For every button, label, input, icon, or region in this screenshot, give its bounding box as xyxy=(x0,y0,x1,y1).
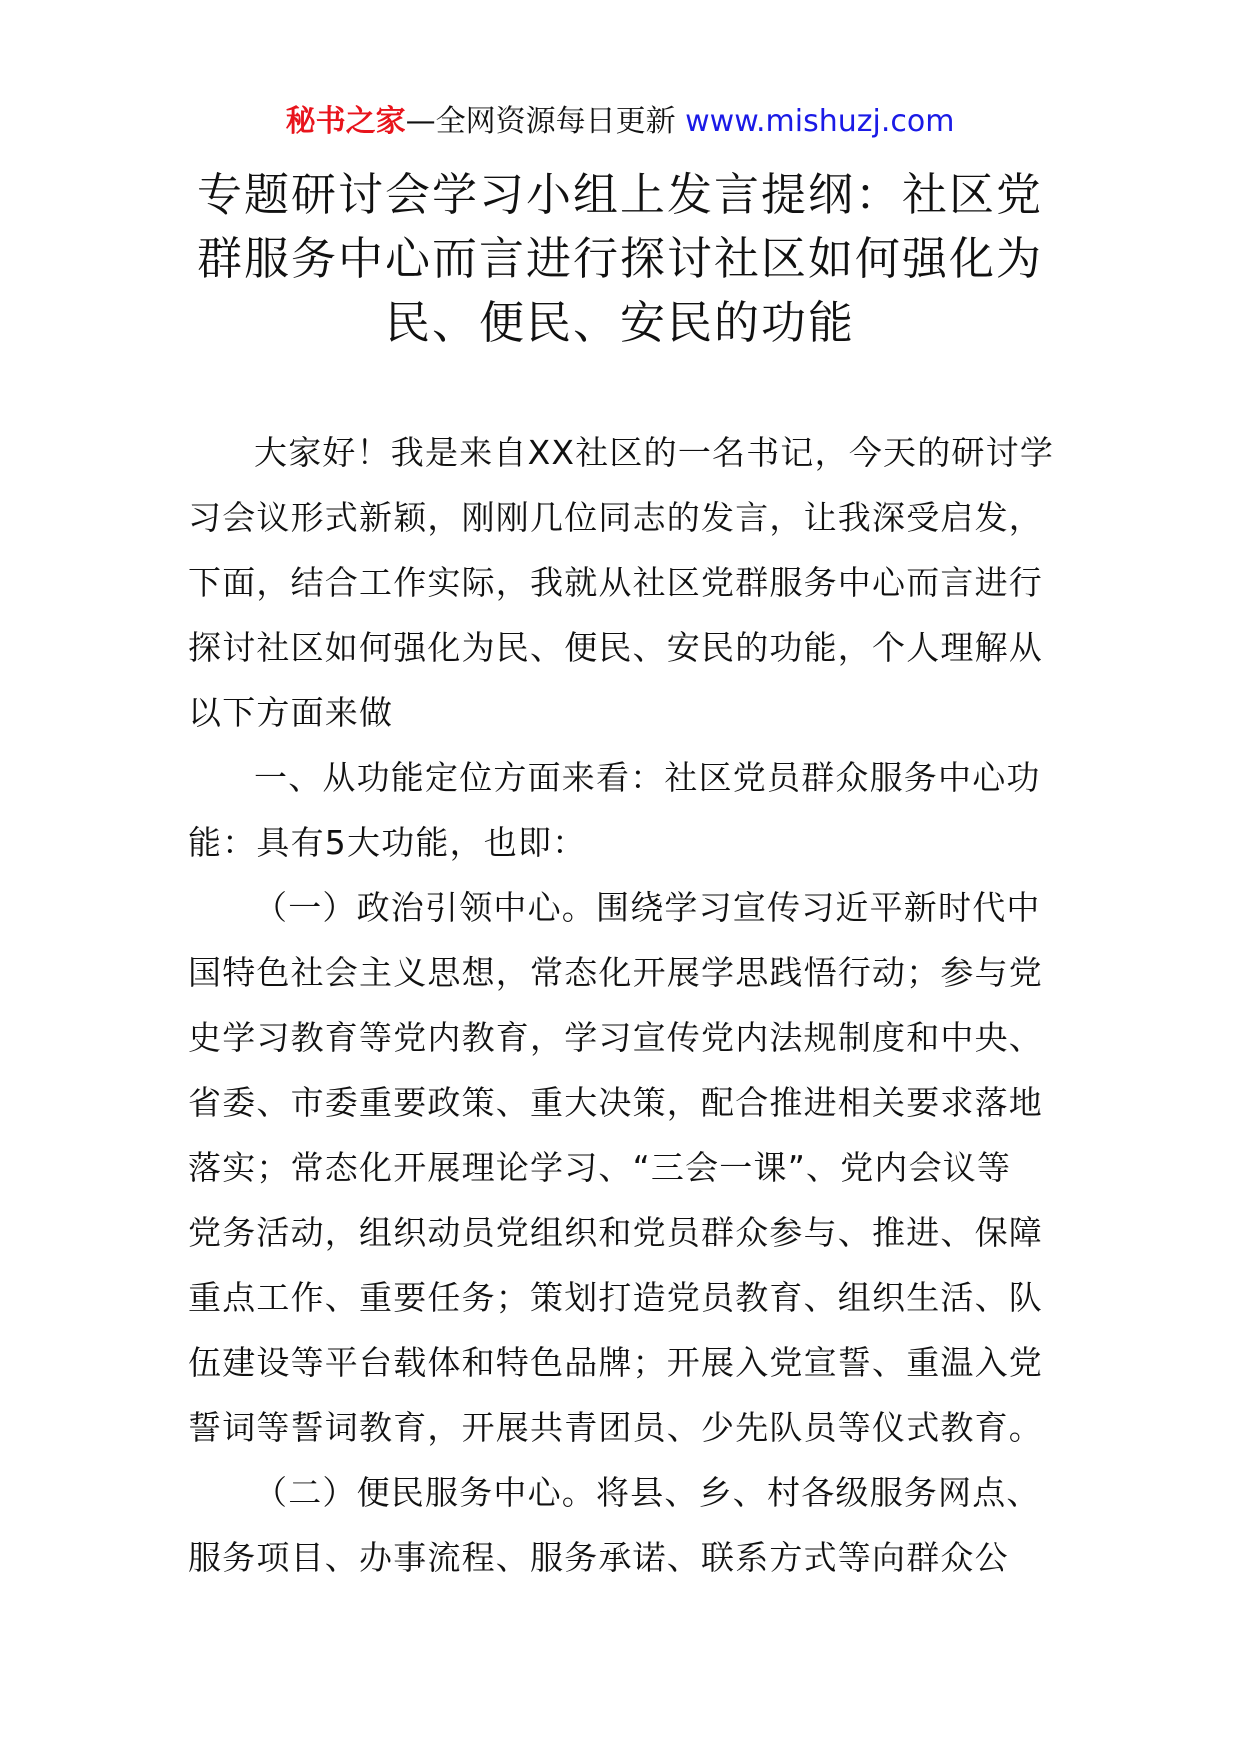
document-body xyxy=(188,420,1060,1590)
text-line: 习会议形式新颖，刚刚几位同志的发言，让我深受启发， xyxy=(188,498,1043,537)
title-line: 民、便民、安民的功能 xyxy=(384,296,855,349)
text-line: 以下方面来做 xyxy=(188,693,394,732)
paragraph-service-center xyxy=(188,1460,1060,1590)
text-line: 誓词等誓词教育，开展共青团员、少先队员等仪式教育。 xyxy=(188,1408,1043,1447)
text-line: 伍建设等平台载体和特色品牌；开展入党宣誓、重温入党 xyxy=(188,1343,1043,1382)
text-line: （二）便民服务中心。将县、乡、村各级服务网点、 xyxy=(254,1473,1041,1512)
document-title xyxy=(180,163,1060,355)
text-line: 重点工作、重要任务；策划打造党员教育、组织生活、队 xyxy=(188,1278,1043,1317)
site-url-link[interactable]: www.mishuzj.com xyxy=(685,104,955,139)
title-line: 专题研讨会学习小组上发言提纲：社区党 xyxy=(196,168,1043,221)
title-line: 群服务中心而言进行探讨社区如何强化为 xyxy=(196,232,1043,285)
text-line: 一、从功能定位方面来看：社区党员群众服务中心功 xyxy=(254,758,1041,797)
text-line: 落实；常态化开展理论学习、“三会一课”、党内会议等 xyxy=(188,1148,1012,1187)
text-line: （一）政治引领中心。围绕学习宣传习近平新时代中 xyxy=(254,888,1041,927)
text-line: 下面，结合工作实际，我就从社区党群服务中心而言进行 xyxy=(188,563,1043,602)
text-line: 省委、市委重要政策、重大决策，配合推进相关要求落地 xyxy=(188,1083,1043,1122)
paragraph-political-center xyxy=(188,875,1060,1460)
text-line: 探讨社区如何强化为民、便民、安民的功能，个人理解从 xyxy=(188,628,1043,667)
text-line: 史学习教育等党内教育，学习宣传党内法规制度和中央、 xyxy=(188,1018,1043,1057)
text-line: 国特色社会主义思想，常态化开展学思践悟行动；参与党 xyxy=(188,953,1043,992)
text-line: 大家好！我是来自XX社区的一名书记，今天的研讨学 xyxy=(254,433,1055,472)
paragraph-intro xyxy=(188,420,1060,745)
text-line: 党务活动，组织动员党组织和党员群众参与、推进、保障 xyxy=(188,1213,1043,1252)
text-line: 能：具有5大功能，也即： xyxy=(188,823,587,862)
paragraph-section-1 xyxy=(188,745,1060,875)
text-line: 服务项目、办事流程、服务承诺、联系方式等向群众公 xyxy=(188,1538,1009,1577)
header-tagline: —全网资源每日更新 xyxy=(405,104,676,139)
site-header xyxy=(0,100,1240,144)
brand-name: 秘书之家 xyxy=(285,104,406,139)
